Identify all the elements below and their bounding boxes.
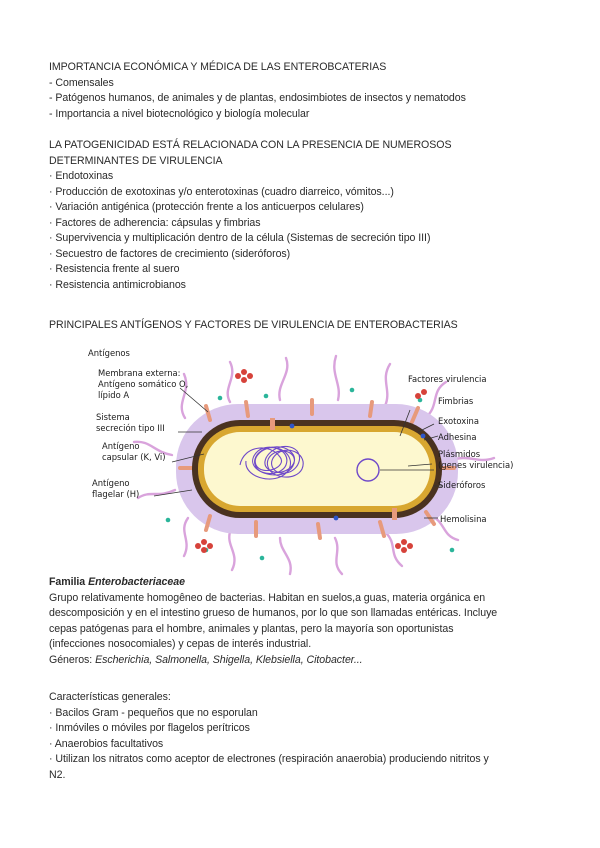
section-antigens bbox=[49, 318, 458, 334]
list-item: · Inmóviles o móviles por flagelos perítricos bbox=[49, 722, 250, 734]
familia-heading bbox=[49, 575, 497, 591]
label-antigeno-flagelar-2: flagelar (H) bbox=[92, 489, 140, 499]
label-antigeno-capsular-2: capsular (K, Vi) bbox=[102, 452, 166, 462]
generos-list: Escherichia, Salmonella, Shigella, Klebsiella, Citobacter... bbox=[95, 653, 363, 666]
label-sideroforos: Sideróforos bbox=[438, 480, 486, 490]
list-item: · Producción de exotoxinas y/o enterotoxinas (cuadro diarreico, vómitos...) bbox=[49, 185, 394, 198]
list-item: · Anaerobios facultativos bbox=[49, 737, 164, 750]
label-antigeno-somatico: Antígeno somático O, bbox=[98, 379, 189, 389]
section-title: Características generales: bbox=[49, 691, 171, 703]
section-title: IMPORTANCIA ECONÓMICA Y MÉDICA DE LAS ENTEROBCATERIAS bbox=[49, 61, 387, 73]
section-familia bbox=[49, 575, 497, 668]
cytoplasm bbox=[204, 432, 430, 506]
section-economic-importance bbox=[49, 60, 466, 122]
label-antigeno-capsular-1: Antígeno bbox=[102, 441, 140, 451]
paragraph-line: (infecciones nosocomiales) y cepas de interés industrial. bbox=[49, 638, 312, 650]
list-item: · Endotoxinas bbox=[49, 170, 114, 182]
list-item: · Utilizan los nitratos como aceptor de electrones (respiración anaerobia) produciendo nitritos y bbox=[49, 753, 489, 765]
label-sistema: Sistema bbox=[96, 412, 130, 422]
list-item: · Bacilos Gram - pequeños que no esporulan bbox=[49, 706, 258, 719]
label-antigeno-flagelar-1: Antígeno bbox=[92, 478, 130, 488]
list-item: · Supervivencia y multiplicación dentro de la célula (Sistemas de secreción tipo III) bbox=[49, 232, 431, 244]
list-item: - Importancia a nivel biotecnológico y biología molecular bbox=[49, 107, 310, 120]
familia-prefix: Familia bbox=[49, 576, 89, 588]
paragraph-line: Grupo relativamente homogêneo de bacterias. Habitan en suelos,a guas, materia orgánica en bbox=[49, 591, 486, 604]
diagram-heading: Antígenos bbox=[88, 348, 130, 358]
label-fimbrias: Fimbrias bbox=[438, 396, 474, 406]
section-title-line-2: DETERMINANTES DE VIRULENCIA bbox=[49, 154, 223, 167]
list-item: - Comensales bbox=[49, 76, 114, 89]
familia-name: Enterobacteriaceae bbox=[88, 576, 185, 588]
bacterium-diagram bbox=[80, 340, 540, 580]
list-item: - Patógenos humanos, de animales y de plantas, endosimbiotes de insectos y nematodos bbox=[49, 92, 466, 104]
label-exotoxina: Exotoxina bbox=[438, 416, 479, 426]
label-membrana-externa: Membrana externa: bbox=[98, 368, 181, 378]
label-hemolisina: Hemolisina bbox=[440, 514, 487, 524]
label-plasmidos: Plásmidos bbox=[438, 449, 481, 459]
list-item: · Variación antigénica (protección frente a los anticuerpos celulares) bbox=[49, 201, 364, 213]
list-item: · Resistencia antimicrobianos bbox=[49, 278, 186, 291]
list-item: · Resistencia frente al suero bbox=[49, 263, 180, 275]
section-title-line-1: LA PATOGENICIDAD ESTÁ RELACIONADA CON LA PRESENCIA DE NUMEROSOS bbox=[49, 139, 452, 151]
generos-line bbox=[49, 653, 497, 669]
label-lipido-a: lípido A bbox=[98, 390, 130, 400]
list-item: N2. bbox=[49, 768, 66, 781]
label-genes-virulencia: (genes virulencia) bbox=[438, 460, 514, 470]
section-virulence-determinants bbox=[49, 138, 451, 293]
label-secrecion-tipo-iii: secreción tipo III bbox=[96, 423, 165, 433]
list-item: · Secuestro de factores de crecimiento (sideróforos) bbox=[49, 247, 291, 260]
label-adhesina: Adhesina bbox=[438, 432, 477, 442]
section-caracteristicas bbox=[49, 690, 489, 783]
paragraph-line: descomposición y en el intestino grueso de humanos, por lo que son llamadas entéricas. Incluye bbox=[49, 607, 498, 619]
section-title: PRINCIPALES ANTÍGENOS Y FACTORES DE VIRULENCIA DE ENTEROBACTERIAS bbox=[49, 319, 458, 331]
paragraph-line: cepas patógenas para el hombre, animales y plantas, pero la mayoría son oportunistas bbox=[49, 622, 454, 635]
list-item: · Factores de adherencia: cápsulas y fimbrias bbox=[49, 216, 261, 229]
generos-prefix: Géneros: bbox=[49, 653, 96, 666]
label-factores-virulencia: Factores virulencia bbox=[408, 374, 487, 384]
